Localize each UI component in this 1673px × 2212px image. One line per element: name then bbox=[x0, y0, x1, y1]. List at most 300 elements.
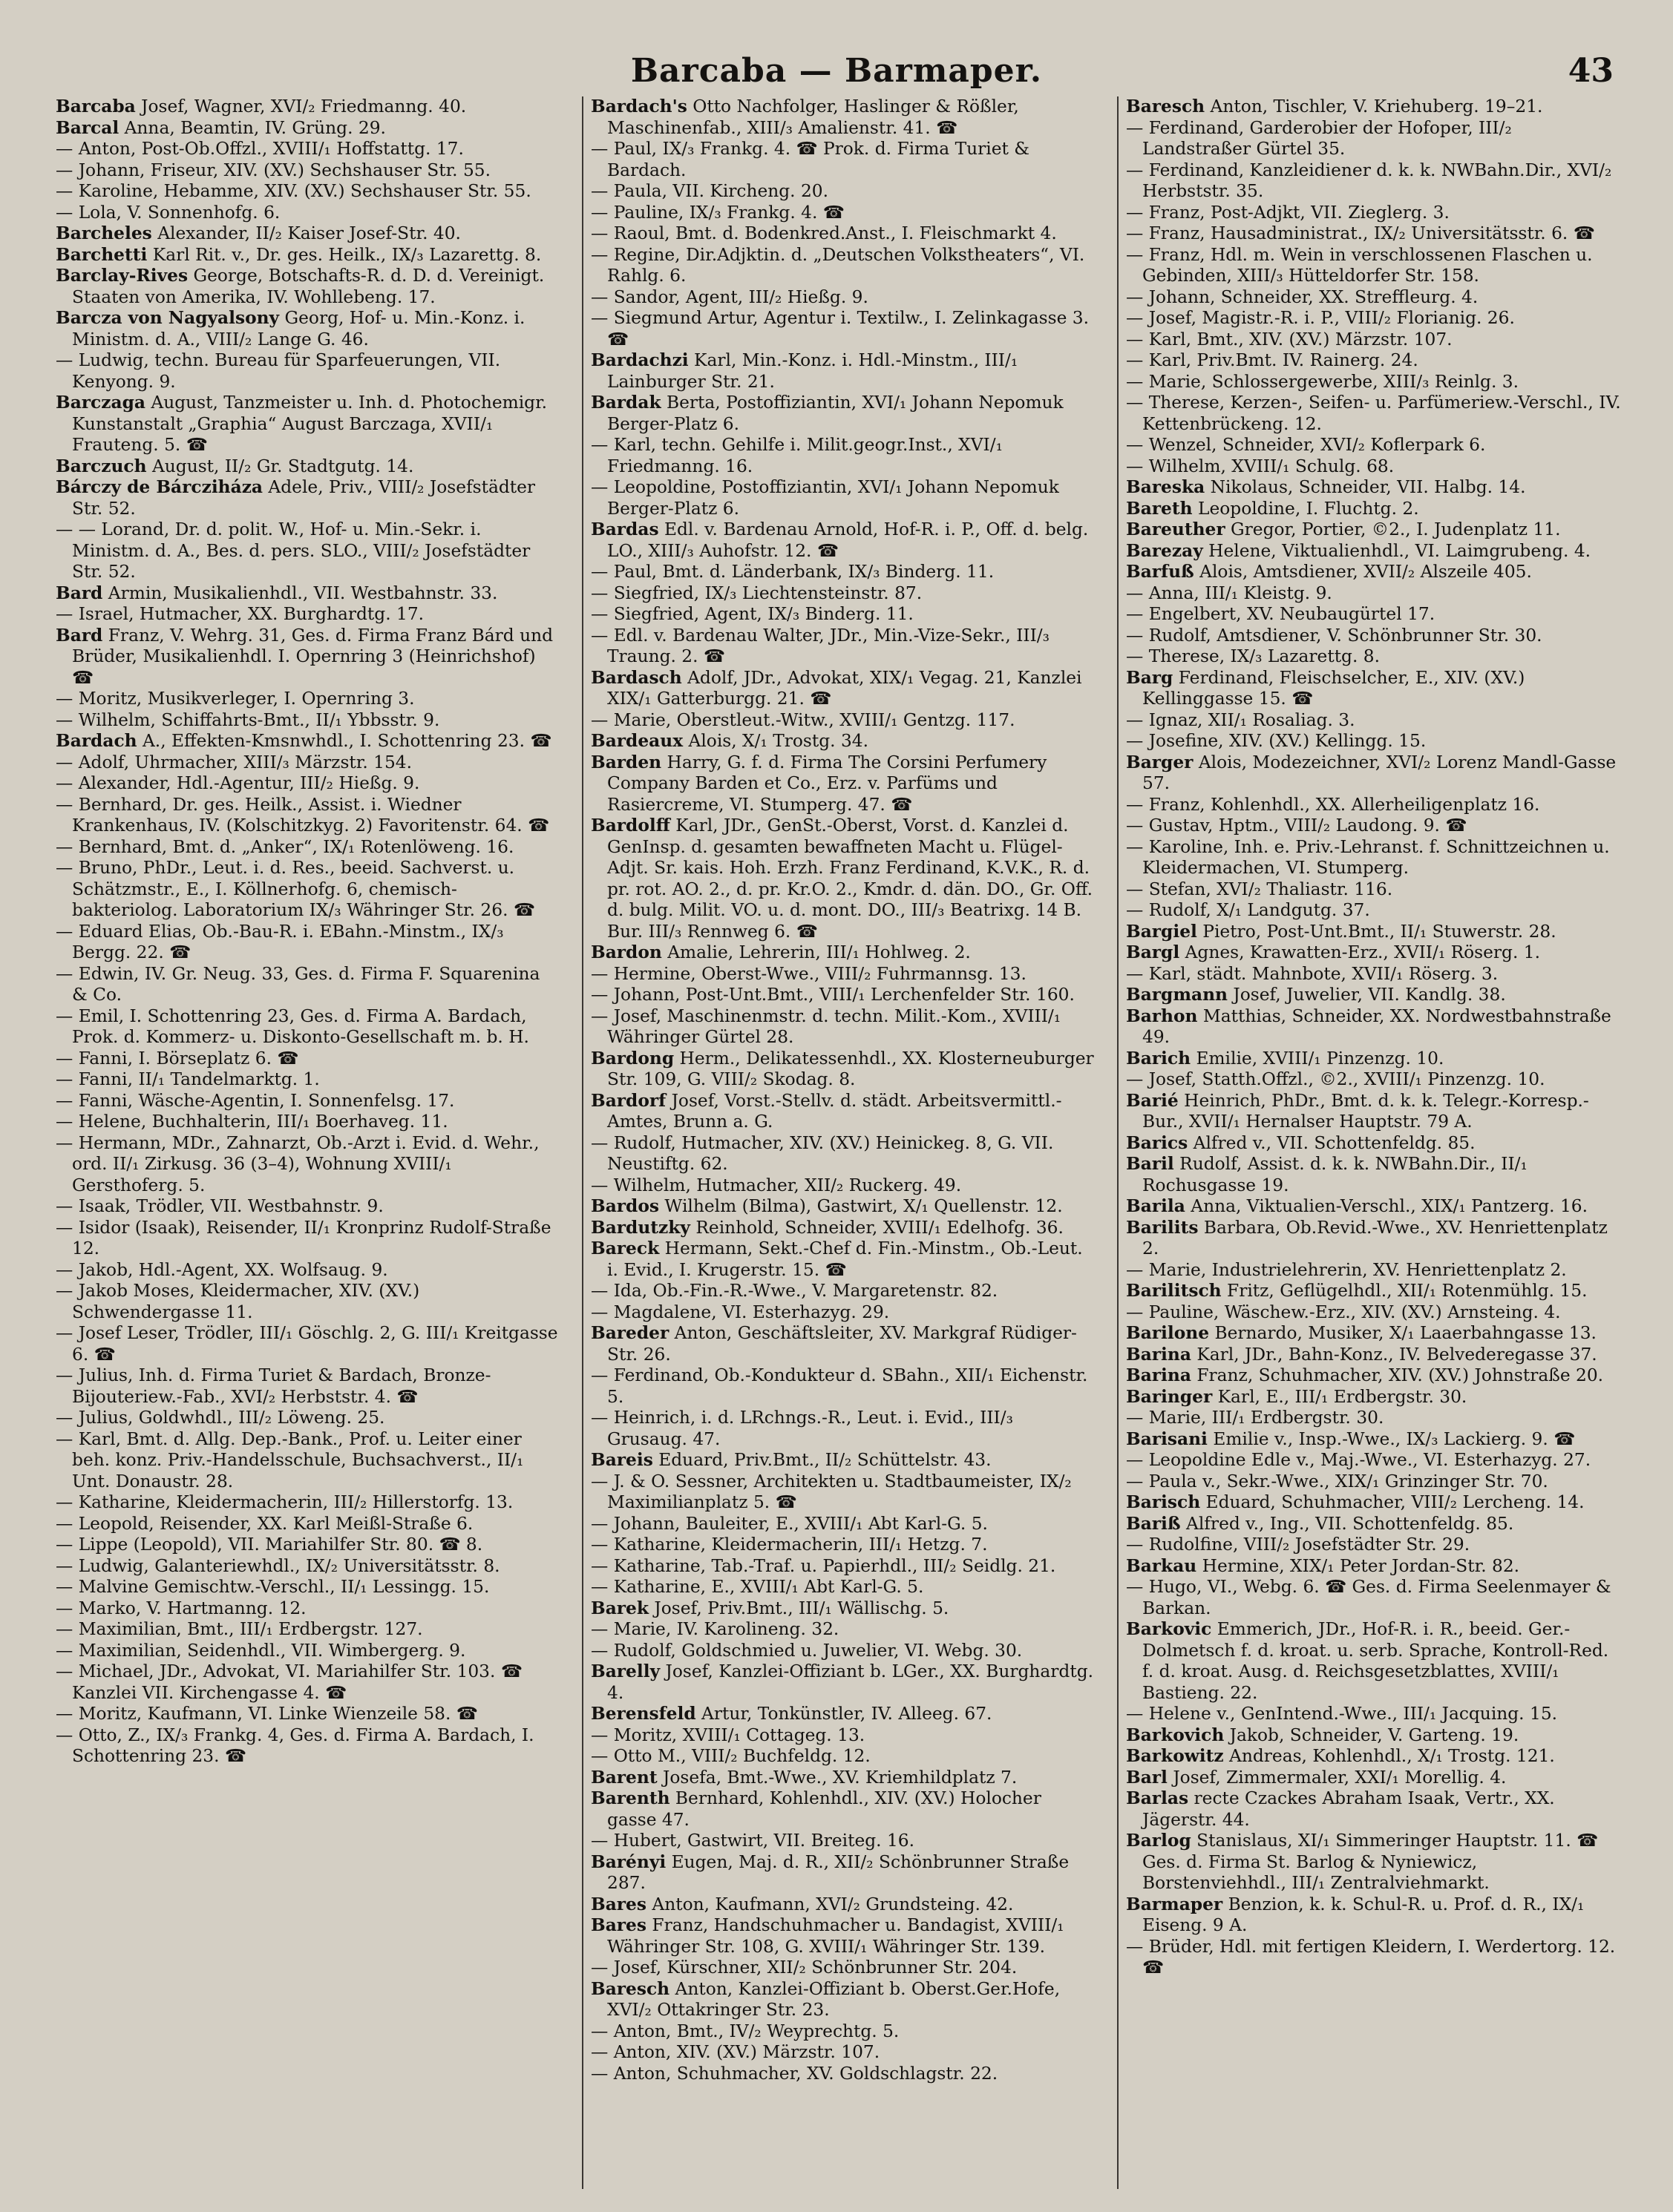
entry-details: — Moritz, XVIII/₁ Cottageg. 13. bbox=[591, 1724, 865, 1745]
directory-entry bbox=[56, 1196, 560, 1218]
directory-entry bbox=[591, 1979, 1096, 2021]
directory-entry bbox=[591, 1768, 1096, 1789]
page-number: 43 bbox=[1568, 52, 1614, 90]
entry-surname: Barden bbox=[591, 752, 662, 772]
directory-entry bbox=[591, 1281, 1096, 1302]
entry-details: — Karl, Bmt. d. Allg. Dep.-Bank., Prof. u. Leiter einer beh. konz. Priv.-Handelsschule, Buchsachverst., II/₁ Unt. Donaustr. 28. bbox=[56, 1428, 524, 1491]
directory-entry bbox=[56, 964, 560, 1006]
entry-details: Barbara, Ob.Revid.-Wwe., XV. Henriettenplatz 2. bbox=[1142, 1217, 1608, 1258]
directory-entry bbox=[56, 477, 560, 519]
entry-details: — Josef, Magistr.-R. i. P., VIII/₂ Florianig. 26. bbox=[1126, 308, 1515, 328]
directory-entry bbox=[591, 1957, 1096, 1979]
directory-entry bbox=[56, 96, 560, 118]
directory-entry bbox=[1126, 900, 1622, 922]
entry-details: Berta, Postoffiziantin, XVI/₁ Johann Nepomuk Berger-Platz 6. bbox=[607, 393, 1064, 434]
entry-details: — Leopoldine Edle v., Maj.-Wwe., VI. Esterhazyg. 27. bbox=[1126, 1450, 1591, 1470]
directory-entry bbox=[591, 2064, 1096, 2085]
entry-details: Alois, X/₁ Trostg. 34. bbox=[683, 731, 869, 751]
entry-surname: Bardos bbox=[591, 1196, 660, 1216]
directory-entry bbox=[56, 1577, 560, 1598]
directory-entry bbox=[591, 96, 1096, 139]
running-title: Barcaba — Barmaper. bbox=[630, 52, 1043, 90]
directory-entry bbox=[56, 689, 560, 710]
entry-surname: Barié bbox=[1126, 1090, 1179, 1111]
directory-entry bbox=[56, 795, 560, 837]
entry-details: — Maximilian, Bmt., III/₁ Erdbergstr. 127. bbox=[56, 1619, 423, 1639]
directory-entry bbox=[56, 519, 560, 583]
directory-entry bbox=[591, 583, 1096, 605]
entry-details: — Anna, III/₁ Kleistg. 9. bbox=[1126, 582, 1332, 603]
entry-details: — Siegmund Artur, Agentur i. Textilw., I. Zelinkagasse 3. ☎ bbox=[591, 308, 1089, 349]
directory-entry bbox=[591, 1831, 1096, 1852]
directory-entry bbox=[1126, 1260, 1622, 1281]
entry-details: — Johann, Friseur, XIV. (XV.) Sechshauser Str. 55. bbox=[56, 160, 491, 180]
directory-entry bbox=[591, 477, 1096, 519]
entry-details: — Ludwig, Galanteriewhdl., IX/₂ Universitätsstr. 8. bbox=[56, 1555, 500, 1576]
entry-details: — Jakob, Hdl.-Agent, XX. Wolfsaug. 9. bbox=[56, 1259, 388, 1280]
entry-details: Franz, Schuhmacher, XIV. (XV.) Johnstraße 20. bbox=[1191, 1365, 1604, 1385]
directory-entry bbox=[591, 1661, 1096, 1704]
directory-entry bbox=[1126, 1471, 1622, 1493]
entry-details: Bernardo, Musiker, X/₁ Laaerbahngasse 13. bbox=[1209, 1323, 1597, 1343]
entry-details: Franz, V. Wehrg. 31, Ges. d. Firma Franz Bárd und Brüder, Musikalienhdl. I. Opernring 3 (Heinrichshof) ☎ bbox=[72, 625, 554, 688]
directory-entry bbox=[1126, 1196, 1622, 1218]
entry-surname: Bareuther bbox=[1126, 519, 1225, 539]
entry-details: Bernhard, Kohlenhdl., XIV. (XV.) Holocher gasse 47. bbox=[607, 1788, 1041, 1830]
entry-details: — Jakob Moses, Kleidermacher, XIV. (XV.) Schwendergasse 11. bbox=[56, 1281, 420, 1322]
entry-surname: Barmaper bbox=[1126, 1894, 1223, 1914]
entry-details: — Marie, Industrielehrerin, XV. Henriettenplatz 2. bbox=[1126, 1259, 1567, 1280]
entry-surname: Baringer bbox=[1126, 1386, 1213, 1407]
directory-entry bbox=[591, 393, 1096, 435]
entry-surname: Bardachzi bbox=[591, 350, 689, 370]
directory-entry bbox=[56, 203, 560, 224]
directory-entry bbox=[591, 1725, 1096, 1747]
directory-entry bbox=[56, 1218, 560, 1260]
entry-details: Karl, JDr., GenSt.-Oberst, Vorst. d. Kanzlei d. GenInsp. d. gesamten bewaffneten Macht u. Flügel-Adjt. Sr. kais. Hoh. Erzh. Franz Ferdinand, K.V.K., R. d. pr. rot. AO. 2., d. pr. Kr.O. 2., Kmdr. d. dän. DO., Gr. Off. d. bulg. Milit. VO. u. d. mont. DO., III/₃ Beatrixg. 14 B. Bur. III/₃ Rennweg 6. ☎ bbox=[607, 815, 1093, 942]
entry-surname: Berensfeld bbox=[591, 1704, 696, 1724]
entry-details: Hermann, Sekt.-Chef d. Fin.-Minstm., Ob.-Leut. i. Evid., I. Krugerstr. 15. ☎ bbox=[607, 1238, 1083, 1280]
entry-details: Andreas, Kohlenhdl., X/₁ Trostg. 121. bbox=[1223, 1746, 1555, 1766]
directory-entry bbox=[56, 1365, 560, 1408]
directory-entry bbox=[591, 1091, 1096, 1133]
entry-details: Karl Rit. v., Dr. ges. Heilk., IX/₃ Lazarettg. 8. bbox=[147, 244, 542, 265]
directory-entry bbox=[591, 815, 1096, 942]
directory-entry bbox=[591, 223, 1096, 245]
directory-entry bbox=[1126, 1323, 1622, 1345]
entry-details: Matthias, Schneider, XX. Nordwestbahnstraße 49. bbox=[1142, 1005, 1611, 1047]
entry-details: — Hermann, MDr., Zahnarzt, Ob.-Arzt i. Evid. d. Wehr., ord. II/₁ Zirkusg. 36 (3–4), Wohnung XVIII/₁ Gersthoferg. 5. bbox=[56, 1132, 540, 1195]
directory-entry bbox=[591, 1238, 1096, 1281]
entry-surname: Barisch bbox=[1126, 1492, 1201, 1512]
entry-details: — Isidor (Isaak), Reisender, II/₁ Kronprinz Rudolf-Straße 12. bbox=[56, 1217, 551, 1258]
entry-details: Alois, Modezeichner, XVI/₂ Lorenz Mandl-Gasse 57. bbox=[1142, 752, 1617, 793]
directory-entry bbox=[56, 1704, 560, 1725]
entry-details: — Julius, Inh. d. Firma Turiet & Bardach, Bronze-Bijouteriew.-Fab., XVI/₂ Herbststr. 4. ☎ bbox=[56, 1365, 491, 1407]
entry-details: — Katharine, Tab.-Traf. u. Papierhdl., III/₂ Seidlg. 21. bbox=[591, 1555, 1056, 1576]
entry-details: Leopoldine, I. Fluchtg. 2. bbox=[1192, 498, 1419, 519]
directory-entry bbox=[591, 1598, 1096, 1620]
entry-details: Otto Nachfolger, Haslinger & Rößler, Maschinenfab., XIII/₃ Amalienstr. 41. ☎ bbox=[607, 96, 1019, 138]
entry-details: Benzion, k. k. Schul-R. u. Prof. d. R., IX/₁ Eiseng. 9 A. bbox=[1142, 1894, 1585, 1935]
directory-entry bbox=[56, 626, 560, 689]
directory-entry bbox=[1126, 795, 1622, 816]
directory-entry bbox=[591, 139, 1096, 181]
entry-surname: Barfuß bbox=[1126, 562, 1194, 582]
entry-details: — Hubert, Gastwirt, VII. Breiteg. 16. bbox=[591, 1831, 915, 1851]
directory-entry bbox=[56, 1598, 560, 1620]
entry-details: Anton, Geschäftsleiter, XV. Markgraf Rüdiger-Str. 26. bbox=[607, 1323, 1077, 1365]
entry-details: — Leopold, Reisender, XX. Karl Meißl-Straße 6. bbox=[56, 1513, 474, 1534]
entry-details: — Paul, Bmt. d. Länderbank, IX/₃ Binderg. 11. bbox=[591, 562, 995, 582]
directory-entry bbox=[1126, 1704, 1622, 1725]
directory-entry bbox=[1126, 477, 1622, 499]
directory-entry bbox=[1126, 245, 1622, 287]
entry-surname: Barkowitz bbox=[1126, 1746, 1224, 1766]
directory-entry bbox=[1126, 752, 1622, 795]
directory-entry bbox=[1126, 499, 1622, 520]
entry-details: — J. & O. Sessner, Architekten u. Stadtbaumeister, IX/₂ Maximilianplatz 5. ☎ bbox=[591, 1471, 1072, 1512]
directory-entry bbox=[56, 1556, 560, 1578]
entry-surname: Barclay-Rives bbox=[56, 266, 189, 286]
directory-entry bbox=[591, 668, 1096, 710]
directory-entry bbox=[1126, 1387, 1622, 1408]
entry-surname: Barcaba bbox=[56, 96, 136, 116]
directory-entry bbox=[56, 604, 560, 626]
directory-entry bbox=[56, 752, 560, 774]
directory-entry bbox=[591, 1514, 1096, 1535]
entry-surname: Bardach's bbox=[591, 96, 687, 116]
directory-entry bbox=[1126, 964, 1622, 985]
directory-entry bbox=[1126, 1133, 1622, 1155]
entry-details: — Malvine Gemischtw.-Verschl., II/₁ Lessingg. 15. bbox=[56, 1577, 490, 1597]
directory-entry bbox=[591, 1788, 1096, 1831]
entry-details: Emilie, XVIII/₁ Pinzenzg. 10. bbox=[1191, 1048, 1444, 1069]
entry-details: Josef, Wagner, XVI/₂ Friedmanng. 40. bbox=[135, 96, 467, 116]
entry-details: — Karl, städt. Mahnbote, XVII/₁ Röserg. 3. bbox=[1126, 963, 1499, 984]
entry-details: — Rudolf, Hutmacher, XIV. (XV.) Heinickeg. 8, G. VII. Neustiftg. 62. bbox=[591, 1132, 1054, 1174]
entry-surname: Bardach bbox=[56, 731, 137, 751]
directory-entry bbox=[1126, 1450, 1622, 1471]
entry-details: — Lippe (Leopold), VII. Mariahilfer Str. 80. ☎ 8. bbox=[56, 1535, 483, 1555]
entry-details: — Franz, Kohlenhdl., XX. Allerheiligenplatz 16. bbox=[1126, 794, 1540, 815]
entry-details: A., Effekten-Kmsnwhdl., I. Schottenring 23. ☎ bbox=[137, 731, 552, 751]
directory-entry bbox=[56, 223, 560, 245]
directory-entry bbox=[591, 1471, 1096, 1514]
directory-entry bbox=[1126, 1006, 1622, 1048]
entry-surname: Barics bbox=[1126, 1132, 1188, 1153]
entry-details: Georg, Hof- u. Min.-Konz. i. Ministm. d. A., VIII/₂ Lange G. 46. bbox=[72, 308, 526, 349]
entry-details: — Alexander, Hdl.-Agentur, III/₂ Hießg. 9. bbox=[56, 773, 420, 793]
directory-entry bbox=[56, 710, 560, 732]
entry-details: — Franz, Post-Adjkt, VII. Zieglerg. 3. bbox=[1126, 202, 1450, 223]
directory-entry bbox=[591, 519, 1096, 562]
entry-details: — Regine, Dir.Adjktin. d. „Deutschen Volkstheaters“, VI. Rahlg. 6. bbox=[591, 244, 1085, 286]
entry-surname: Barina bbox=[1126, 1344, 1191, 1365]
directory-entry bbox=[1126, 96, 1622, 118]
directory-entry bbox=[1126, 1302, 1622, 1324]
entry-details: — Anton, Schuhmacher, XV. Goldschlagstr. 22. bbox=[591, 2063, 998, 2084]
column-right bbox=[1117, 96, 1622, 2189]
entry-details: Pietro, Post-Unt.Bmt., II/₁ Stuwerstr. 28. bbox=[1196, 921, 1556, 942]
directory-entry bbox=[591, 1704, 1096, 1725]
entry-details: — Therese, Kerzen-, Seifen- u. Parfümeriew.-Verschl., IV. Kettenbrückeng. 12. bbox=[1126, 393, 1621, 434]
entry-details: — Lola, V. Sonnenhofg. 6. bbox=[56, 202, 281, 223]
entry-details: — Isaak, Trödler, VII. Westbahnstr. 9. bbox=[56, 1196, 384, 1216]
directory-entry bbox=[56, 160, 560, 182]
directory-entry bbox=[1126, 562, 1622, 583]
entry-details: Heinrich, PhDr., Bmt. d. k. k. Telegr.-Korresp.-Bur., XVII/₁ Hernalser Hauptstr. 79 A. bbox=[1142, 1090, 1589, 1132]
entry-details: — Paula v., Sekr.-Wwe., XIX/₁ Grinzinger Str. 70. bbox=[1126, 1471, 1548, 1491]
entry-details: — Johann, Schneider, XX. Streffleurg. 4. bbox=[1126, 286, 1479, 307]
directory-entry bbox=[591, 752, 1096, 816]
directory-entry bbox=[56, 1514, 560, 1535]
entry-details: — Gustav, Hptm., VIII/₂ Laudong. 9. ☎ bbox=[1126, 815, 1467, 836]
directory-entry bbox=[591, 1323, 1096, 1365]
entry-details: — Eduard Elias, Ob.-Bau-R. i. EBahn.-Minstm., IX/₃ Bergg. 22. ☎ bbox=[56, 921, 504, 962]
directory-entry bbox=[1126, 118, 1622, 160]
directory-entry bbox=[1126, 879, 1622, 901]
entry-details: — Siegfried, IX/₃ Liechtensteinstr. 87. bbox=[591, 582, 923, 603]
entry-details: — Ignaz, XII/₁ Rosaliag. 3. bbox=[1126, 709, 1355, 730]
entry-surname: Barlas bbox=[1126, 1788, 1189, 1808]
entry-details: Hermine, XIX/₁ Peter Jordan-Str. 82. bbox=[1196, 1555, 1520, 1576]
entry-details: — Hugo, VI., Webg. 6. ☎ Ges. d. Firma Seelenmayer & Barkan. bbox=[1126, 1577, 1611, 1618]
entry-details: Alfred v., VII. Schottenfeldg. 85. bbox=[1188, 1132, 1476, 1153]
entry-details: Harry, G. f. d. Firma The Corsini Perfumery Company Barden et Co., Erz. v. Parfüms und Rasiercreme, VI. Stumperg. 47. ☎ bbox=[607, 752, 1047, 815]
directory-entry bbox=[1126, 1937, 1622, 1979]
entry-details: Josefa, Bmt.-Wwe., XV. Kriemhildplatz 7. bbox=[657, 1767, 1018, 1788]
entry-surname: Barenth bbox=[591, 1788, 670, 1808]
entry-surname: Barg bbox=[1126, 667, 1173, 688]
entry-surname: Bardas bbox=[591, 519, 659, 539]
directory-entry bbox=[1126, 519, 1622, 541]
directory-entry bbox=[1126, 223, 1622, 245]
directory-entry bbox=[591, 245, 1096, 287]
entry-details: Eduard, Priv.Bmt., II/₂ Schüttelstr. 43. bbox=[652, 1450, 992, 1470]
entry-surname: Bargl bbox=[1126, 942, 1180, 962]
entry-surname: Barcheles bbox=[56, 223, 152, 243]
directory-entry bbox=[56, 1408, 560, 1429]
entry-details: — Otto, Z., IX/₃ Frankg. 4, Ges. d. Firma A. Bardach, I. Schottenring 23. ☎ bbox=[56, 1724, 534, 1766]
entry-details: — Heinrich, i. d. LRchngs.-R., Leut. i. Evid., III/₃ Grusaug. 47. bbox=[591, 1408, 1013, 1449]
directory-entry bbox=[1126, 604, 1622, 626]
directory-entry bbox=[591, 1450, 1096, 1471]
entry-details: — Siegfried, Agent, IX/₃ Binderg. 11. bbox=[591, 604, 914, 624]
entry-details: — Josefine, XIV. (XV.) Kellingg. 15. bbox=[1126, 731, 1427, 751]
directory-entry bbox=[1126, 626, 1622, 647]
directory-entry bbox=[1126, 1281, 1622, 1302]
directory-entry bbox=[591, 710, 1096, 732]
entry-details: Emilie v., Insp.-Wwe., IX/₃ Lackierg. 9. ☎ bbox=[1207, 1428, 1576, 1449]
entry-details: Emmerich, JDr., Hof-R. i. R., beeid. Ger.-Dolmetsch f. d. kroat. u. serb. Sprache, Kontroll-Red. f. d. kroat. Ausg. d. Reichsgesetzblattes, XVIII/₁ Bastieng. 22. bbox=[1142, 1619, 1609, 1703]
entry-details: — Therese, IX/₃ Lazarettg. 8. bbox=[1126, 646, 1381, 666]
directory-entry bbox=[591, 1408, 1096, 1450]
directory-entry bbox=[591, 1006, 1096, 1048]
directory-entry bbox=[591, 287, 1096, 309]
entry-details: — Ferdinand, Garderobier der Hofoper, III/₂ Landstraßer Gürtel 35. bbox=[1126, 117, 1512, 159]
entry-details: Edl. v. Bardenau Arnold, Hof-R. i. P., Off. d. belg. LO., XIII/₃ Auhofstr. 12. ☎ bbox=[607, 519, 1089, 561]
directory-entry bbox=[1126, 837, 1622, 879]
directory-entry bbox=[591, 604, 1096, 626]
directory-entry bbox=[56, 1641, 560, 1662]
directory-entry bbox=[1126, 1535, 1622, 1556]
directory-entry bbox=[56, 1048, 560, 1070]
entry-surname: Bares bbox=[591, 1894, 646, 1914]
entry-details: Karl, E., III/₁ Erdbergstr. 30. bbox=[1212, 1386, 1467, 1407]
directory-entry bbox=[591, 626, 1096, 668]
directory-entry bbox=[1126, 1768, 1622, 1789]
entry-details: — Karoline, Inh. e. Priv.-Lehranst. f. Schnittzeichnen u. Kleidermachen, VI. Stumperg. bbox=[1126, 836, 1610, 878]
entry-details: — Wilhelm, Hutmacher, XII/₂ Ruckerg. 49. bbox=[591, 1175, 962, 1195]
directory-entry bbox=[56, 1133, 560, 1197]
directory-entry bbox=[591, 1556, 1096, 1578]
entry-surname: Bardon bbox=[591, 942, 662, 962]
entry-surname: Bardeaux bbox=[591, 731, 684, 751]
directory-entry bbox=[1126, 160, 1622, 203]
directory-entry bbox=[591, 1218, 1096, 1239]
entry-details: — Marko, V. Hartmanng. 12. bbox=[56, 1598, 307, 1618]
entry-details: Rudolf, Assist. d. k. k. NWBahn.Dir., II/₁ Rochusgasse 19. bbox=[1142, 1154, 1528, 1195]
directory-entry bbox=[591, 1577, 1096, 1598]
directory-entry bbox=[56, 1069, 560, 1091]
column-middle bbox=[582, 96, 1096, 2189]
directory-entry bbox=[591, 435, 1096, 477]
directory-entry bbox=[1126, 1619, 1622, 1704]
entry-details: — Paula, VII. Kircheng. 20. bbox=[591, 181, 829, 201]
directory-entry bbox=[1126, 1408, 1622, 1429]
directory-entry bbox=[591, 1196, 1096, 1218]
entry-details: — Leopoldine, Postoffiziantin, XVI/₁ Johann Nepomuk Berger-Platz 6. bbox=[591, 477, 1059, 519]
column-left bbox=[56, 96, 560, 2189]
entry-details: — Katharine, E., XVIII/₁ Abt Karl-G. 5. bbox=[591, 1577, 924, 1597]
directory-entry bbox=[591, 1852, 1096, 1894]
directory-entry bbox=[56, 1535, 560, 1556]
entry-details: — Katharine, Kleidermacherin, III/₁ Hetzg. 7. bbox=[591, 1535, 988, 1555]
entry-surname: Barina bbox=[1126, 1365, 1191, 1385]
entry-details: — Paul, IX/₃ Frankg. 4. ☎ Prok. d. Firma Turiet & Bardach. bbox=[591, 139, 1030, 180]
entry-details: Alois, Amtsdiener, XVII/₂ Alszeile 405. bbox=[1194, 562, 1532, 582]
entry-surname: Bares bbox=[591, 1915, 646, 1935]
entry-details: Anton, Tischler, V. Kriehuberg. 19–21. bbox=[1205, 96, 1543, 116]
entry-details: Josef, Zimmermaler, XXI/₁ Morellig. 4. bbox=[1167, 1767, 1507, 1788]
directory-entry bbox=[1126, 393, 1622, 435]
entry-surname: Barilits bbox=[1126, 1217, 1199, 1238]
directory-entry bbox=[1126, 710, 1622, 732]
directory-entry bbox=[56, 393, 560, 456]
directory-entry bbox=[1126, 1492, 1622, 1514]
entry-details: Eduard, Schuhmacher, VIII/₂ Lercheng. 14. bbox=[1200, 1492, 1585, 1512]
directory-entry bbox=[56, 1323, 560, 1365]
entry-details: recte Czackes Abraham Isaak, Vertr., XX. Jägerstr. 44. bbox=[1142, 1788, 1555, 1830]
entry-surname: Barek bbox=[591, 1598, 649, 1618]
entry-details: — Marie, IV. Karolineng. 32. bbox=[591, 1619, 839, 1639]
entry-details: — Marie, Schlossergewerbe, XIII/₃ Reinlg. 3. bbox=[1126, 371, 1519, 392]
entry-surname: Bargiel bbox=[1126, 921, 1197, 942]
entry-details: Anna, Beamtin, IV. Grüng. 29. bbox=[119, 117, 386, 138]
directory-entry bbox=[591, 181, 1096, 203]
entry-details: Reinhold, Schneider, XVIII/₁ Edelhofg. 36. bbox=[690, 1217, 1064, 1238]
entry-details: — Karl, Priv.Bmt. IV. Rainerg. 24. bbox=[1126, 350, 1418, 370]
entry-surname: Bardak bbox=[591, 393, 661, 413]
entry-details: — Wenzel, Schneider, XVI/₂ Koflerpark 6. bbox=[1126, 435, 1486, 455]
directory-entry bbox=[56, 456, 560, 478]
entry-details: Helene, Viktualienhdl., VI. Laimgrubeng. 4. bbox=[1202, 540, 1591, 561]
directory-entry bbox=[1126, 1091, 1622, 1133]
entry-details: — Bernhard, Dr. ges. Heilk., Assist. i. Wiedner Krankenhaus, IV. (Kolschitzkyg. 2) Favoritenstr. 64. ☎ bbox=[56, 794, 550, 836]
directory-entry bbox=[591, 1048, 1096, 1091]
entry-surname: Bargmann bbox=[1126, 985, 1228, 1005]
entry-details: — Emil, I. Schottenring 23, Ges. d. Firma A. Bardach, Prok. d. Kommerz- u. Diskonto-Gesellschaft m. b. H. bbox=[56, 1005, 529, 1047]
entry-details: — Marie, III/₁ Erdbergstr. 30. bbox=[1126, 1408, 1384, 1428]
entry-details: Alexander, II/₂ Kaiser Josef-Str. 40. bbox=[151, 223, 461, 243]
directory-entry bbox=[1126, 1365, 1622, 1387]
entry-details: — Katharine, Kleidermacherin, III/₂ Hillerstorfg. 13. bbox=[56, 1492, 514, 1512]
directory-entry bbox=[56, 858, 560, 922]
entry-details: — Johann, Bauleiter, E., XVIII/₁ Abt Karl-G. 5. bbox=[591, 1513, 988, 1534]
entry-surname: Bardutzky bbox=[591, 1217, 690, 1238]
directory-entry bbox=[56, 583, 560, 605]
entry-details: — Josef, Maschinenmstr. d. techn. Milit.-Kom., XVIII/₁ Währinger Gürtel 28. bbox=[591, 1005, 1061, 1047]
entry-details: — Marie, Oberstleut.-Witw., XVIII/₁ Gentzg. 117. bbox=[591, 709, 1015, 730]
directory-entry bbox=[1126, 350, 1622, 372]
directory-entry bbox=[591, 1641, 1096, 1662]
directory-entry bbox=[591, 2042, 1096, 2064]
entry-surname: Baresch bbox=[1126, 96, 1205, 116]
entry-surname: Barger bbox=[1126, 752, 1194, 772]
entry-surname: Bareska bbox=[1126, 477, 1205, 497]
entry-details: Karl, Min.-Konz. i. Hdl.-Minstm., III/₁ Lainburger Str. 21. bbox=[607, 350, 1018, 392]
entry-details: — Pauline, Wäschew.-Erz., XIV. (XV.) Arnsteing. 4. bbox=[1126, 1302, 1561, 1322]
directory-entry bbox=[56, 922, 560, 964]
directory-entry bbox=[591, 942, 1096, 964]
entry-surname: Barcza von Nagyalsony bbox=[56, 308, 280, 328]
directory-entry bbox=[56, 1281, 560, 1323]
entry-details: Anton, Kaufmann, XVI/₂ Grundsteing. 42. bbox=[646, 1894, 1014, 1914]
directory-entry bbox=[591, 1302, 1096, 1324]
entry-surname: Bardong bbox=[591, 1048, 675, 1069]
entry-surname: Barkovic bbox=[1126, 1619, 1212, 1639]
entry-surname: Barl bbox=[1126, 1767, 1168, 1788]
entry-details: Adolf, JDr., Advokat, XIX/₁ Vegag. 21, Kanzlei XIX/₁ Gatterburgg. 21. ☎ bbox=[607, 667, 1082, 709]
entry-details: — Rudolf, Amtsdiener, V. Schönbrunner Str. 30. bbox=[1126, 625, 1542, 646]
directory-entry bbox=[1126, 1556, 1622, 1578]
directory-entry bbox=[591, 308, 1096, 350]
entry-details: Alfred v., Ing., VII. Schottenfeldg. 85. bbox=[1180, 1513, 1514, 1534]
directory-entry bbox=[56, 1725, 560, 1768]
directory-entry bbox=[1126, 985, 1622, 1006]
entry-details: Anton, Kanzlei-Offiziant b. Oberst.Ger.Hofe, XVI/₂ Ottakringer Str. 23. bbox=[607, 1978, 1061, 2020]
entry-surname: Barcal bbox=[56, 117, 120, 138]
directory-entry bbox=[591, 1746, 1096, 1768]
directory-entry bbox=[1126, 308, 1622, 329]
entry-details: Josef, Kanzlei-Offiziant b. LGer., XX. Burghardtg. 4. bbox=[607, 1661, 1094, 1703]
entry-details: — Josef Leser, Trödler, III/₁ Göschlg. 2, G. III/₁ Kreitgasse 6. ☎ bbox=[56, 1323, 558, 1365]
entry-surname: Barent bbox=[591, 1767, 658, 1788]
entry-surname: Barényi bbox=[591, 1851, 667, 1872]
entry-details: — Karl, Bmt., XIV. (XV.) Märzstr. 107. bbox=[1126, 329, 1453, 349]
directory-entry bbox=[591, 1915, 1096, 1957]
entry-surname: Bardasch bbox=[591, 667, 682, 688]
entry-details: Wilhelm (Bilma), Gastwirt, X/₁ Quellenstr. 12. bbox=[659, 1196, 1063, 1216]
directory-entry bbox=[1126, 1894, 1622, 1937]
entry-details: Artur, Tonkünstler, IV. Alleeg. 67. bbox=[695, 1704, 992, 1724]
directory-entry bbox=[56, 245, 560, 266]
entry-details: — Fanni, Wäsche-Agentin, I. Sonnenfelsg. 17. bbox=[56, 1090, 455, 1111]
entry-details: — Raoul, Bmt. d. Bodenkred.Anst., I. Fleischmarkt 4. bbox=[591, 223, 1057, 243]
directory-entry bbox=[56, 1260, 560, 1281]
entry-details: — Rudolf, Goldschmied u. Juwelier, VI. Webg. 30. bbox=[591, 1640, 1023, 1661]
